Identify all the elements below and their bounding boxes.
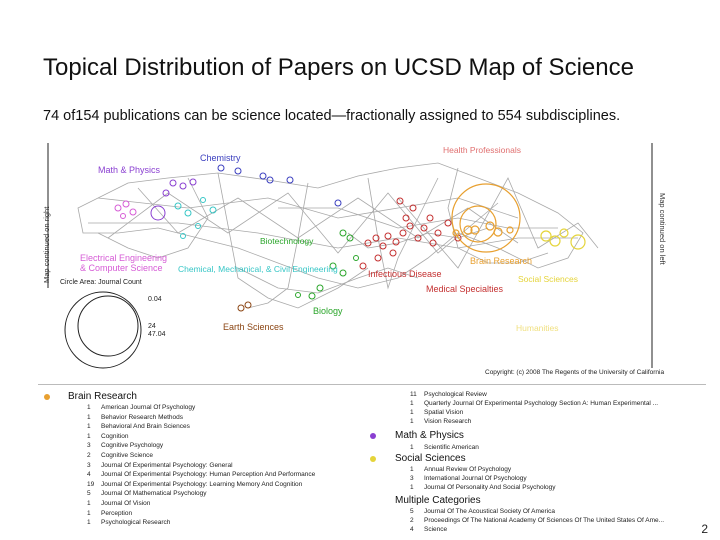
- legend: [0, 386, 720, 540]
- list-item: 2 Proceedings Of The National Academy Of Sciences Of The United States Of Ame...: [410, 517, 665, 524]
- page-title: Topical Distribution of Papers on UCSD Map of Science: [43, 54, 634, 81]
- field-label-biotechnology: Biotechnology: [260, 236, 314, 246]
- chemical-eng-dots: [175, 198, 216, 239]
- list-item: 5 Journal Of Mathematical Psychology: [87, 490, 207, 498]
- list-item: 1 Journal Of Personality And Social Psychology: [410, 484, 556, 491]
- field-label-humanities: Humanities: [516, 323, 559, 333]
- list-item: 4 Science: [410, 526, 448, 533]
- list-item: 1 Behavioral And Brain Sciences: [87, 423, 190, 431]
- list-item: 19 Journal Of Experimental Psychology: Learning Memory And Cognition: [87, 480, 303, 488]
- circle-value-small: 0.04: [148, 296, 162, 303]
- list-item: 11 Psychological Review: [410, 391, 487, 398]
- list-item: 1 Vision Research: [410, 418, 472, 425]
- circle-area-key: [65, 292, 141, 368]
- earth-dots: [238, 302, 251, 311]
- list-item: 1 Scientific American: [410, 444, 479, 451]
- list-item: 1 Quarterly Journal Of Experimental Psychology Section A: Human Experimental ...: [410, 400, 659, 407]
- social-sciences-dot: [370, 456, 376, 462]
- network-edges: [78, 163, 598, 308]
- list-item: 5 Journal Of The Acoustical Society Of America: [410, 508, 556, 515]
- math-physics-dot: [370, 433, 376, 439]
- field-label-brain-research: Brain Research: [470, 256, 533, 266]
- field-label-eecs-2: & Computer Science: [80, 263, 163, 273]
- chemistry-dots: [218, 165, 341, 206]
- circle-value-large: 47.04: [148, 331, 166, 338]
- list-item: 1 Cognition: [87, 432, 129, 440]
- circle-value-mid: 24: [148, 323, 156, 330]
- list-item: 1 Behavior Research Methods: [87, 413, 184, 421]
- legend-head-multiple-categories: Multiple Categories: [395, 495, 481, 506]
- list-item: 2 Cognitive Science: [87, 452, 154, 459]
- circle-area-label: Circle Area: Journal Count: [60, 279, 142, 286]
- legend-head-brain-research: Brain Research: [68, 391, 137, 402]
- list-item: 1 Spatial Vision: [410, 409, 464, 416]
- copyright-text: Copyright: (c) 2008 The Regents of the University of California: [485, 369, 665, 376]
- left-edge-label: Map continued on right: [42, 206, 51, 283]
- legend-head-social-sciences: Social Sciences: [395, 453, 466, 464]
- field-label-biology: Biology: [313, 306, 343, 316]
- brain-research-dot: [44, 394, 50, 400]
- right-edge-label: Map continued on left: [658, 193, 667, 265]
- legend-divider: [38, 384, 706, 385]
- list-item: 3 International Journal Of Psychology: [410, 475, 527, 482]
- list-item: 4 Journal Of Experimental Psychology: Human Perception And Performance: [87, 471, 316, 479]
- field-label-chemistry: Chemistry: [200, 153, 241, 163]
- field-label-health-professionals: Health Professionals: [443, 145, 521, 155]
- list-item: 1 Journal Of Vision: [87, 500, 151, 507]
- list-item: 1 Perception: [87, 509, 133, 517]
- page-subtitle: 74 of154 publications can be science located—fractionally assigned to 554 subdisciplines.: [43, 108, 621, 124]
- list-item: 3 Cognitive Psychology: [87, 442, 164, 450]
- field-label-eecs-1: Electrical Engineering: [80, 253, 168, 263]
- field-label-medical-specialties: Medical Specialties: [426, 284, 504, 294]
- science-map: [38, 138, 698, 383]
- field-label-earth-sciences: Earth Sciences: [223, 322, 284, 332]
- field-label-math-physics: Math & Physics: [98, 165, 161, 175]
- field-label-social-sciences: Social Sciences: [518, 274, 579, 284]
- field-label-infectious-disease: Infectious Disease: [368, 269, 442, 279]
- math-physics-dots: [151, 179, 196, 220]
- eecs-dots: [115, 201, 136, 219]
- legend-head-math-physics: Math & Physics: [395, 430, 464, 441]
- field-label-chemical-eng: Chemical, Mechanical, & Civil Engineering: [178, 264, 338, 274]
- page-number: 2: [701, 522, 708, 536]
- list-item: 3 Journal Of Experimental Psychology: General: [87, 461, 233, 469]
- list-item: 1 Psychological Research: [87, 519, 171, 527]
- list-item: 1 Annual Review Of Psychology: [410, 466, 512, 473]
- list-item: 1 American Journal Of Psychology: [87, 404, 196, 411]
